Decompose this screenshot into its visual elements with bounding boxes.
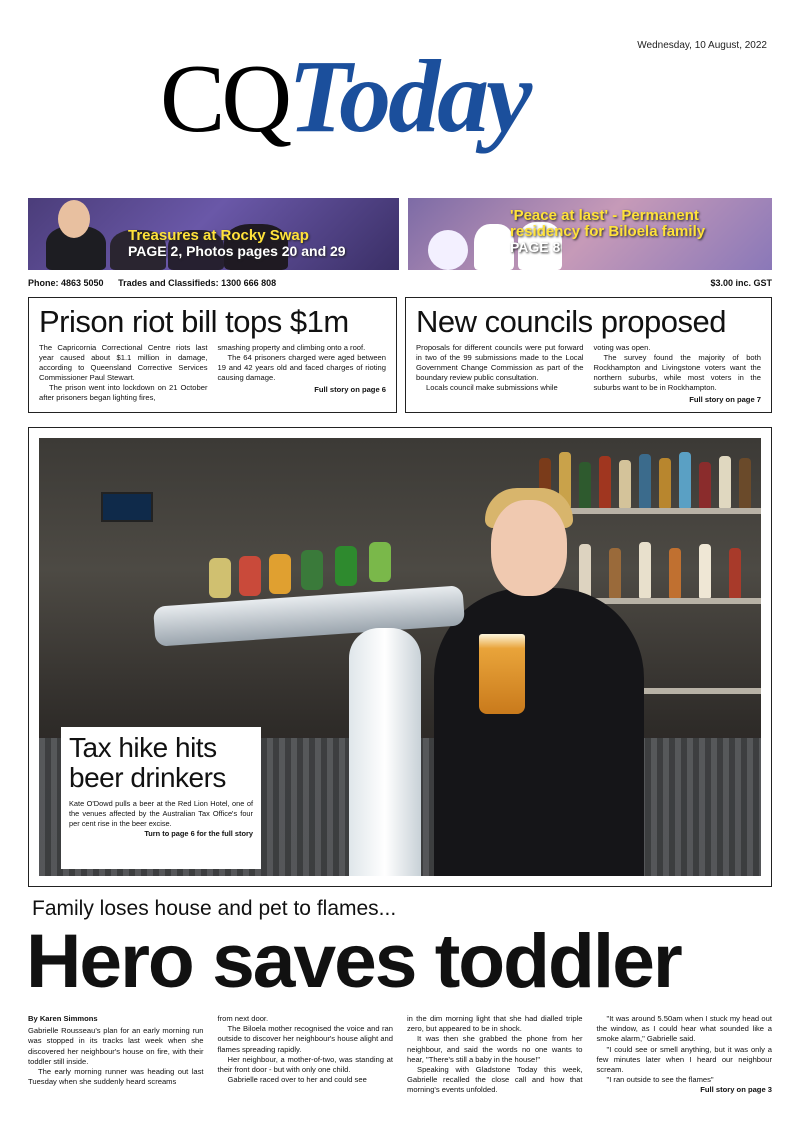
- promo-rocky-swap[interactable]: [28, 198, 399, 270]
- full-story-link[interactable]: Full story on page 3: [700, 1085, 772, 1095]
- story-paragraph: Speaking with Gladstone Today this week, Gabrielle recalled the close call and how that morning's events unfolded.: [407, 1064, 583, 1095]
- story-paragraph: The Biloela mother recognised the voice and ran outside to discover her neighbour's house alight and flames spreading rapidly.: [217, 1024, 393, 1054]
- bartender: [434, 588, 644, 876]
- story-paragraph: The Capricornia Correctional Centre riots last year caused about $1.1 million in damage, according to Queensland Corrective Services Commissioner Paul Stewart.: [39, 343, 208, 383]
- story-paragraph: Gabrielle raced over to her and could see: [227, 1075, 367, 1085]
- turn-to-page-link[interactable]: Turn to page 6 for the full story: [144, 829, 253, 839]
- story-paragraph: The early morning runner was heading out last Tuesday when she suddenly heard screams: [28, 1066, 204, 1087]
- feature-caption-box[interactable]: [61, 727, 261, 869]
- promo-headline: 'Peace at last' - Permanent residency for Biloela family: [510, 207, 706, 240]
- feature-photo-bar: [39, 438, 761, 876]
- phone-number: Phone: 4863 5050: [28, 278, 104, 288]
- masthead-logo: [160, 39, 530, 154]
- story-paragraph: Gabrielle Rousseau's plan for an early morning run was stopped in its tracks last week when she discovered her neighbour's house on fire, with their toddler still inside.: [28, 1026, 204, 1066]
- story-paragraph: Proposals for different councils were put forward in two of the 99 submissions made to the Local Government Change Commission as part of the boundary review public consultation.: [416, 343, 584, 383]
- story-paragraph: The survey found the majority of both Rockhampton and Livingstone voters want the northern suburbs, while most voters in the suburbs want to be in Rockhampton.: [593, 353, 761, 393]
- beer-glass-icon: [479, 634, 525, 714]
- story-headline: Prison riot bill tops $1m: [39, 304, 349, 339]
- story-paragraph: The prison went into lockdown on 21 October after prisoners began lighting fires,: [39, 383, 208, 403]
- story-paragraph: "I could see or smell anything, but it was only a few minutes later when I heard our neighbour scream.: [596, 1044, 772, 1074]
- story-paragraph: "It was around 5.50am when I stuck my head out the window, as I could hear what sounded like a smoke alarm," Gabrielle said.: [596, 1014, 772, 1044]
- lead-kicker: Family loses house and pet to flames...: [32, 897, 397, 920]
- story-paragraph: The 64 prisoners charged were aged between 19 and 42 years old and faced charges of rioting causing damage.: [217, 353, 386, 383]
- contact-line: [28, 278, 772, 288]
- byline: By Karen Simmons: [28, 1014, 98, 1023]
- tv-screen-icon: [101, 492, 153, 522]
- story-paragraph: smashing property and climbing onto a roof.: [217, 343, 366, 352]
- story-paragraph: It was then she grabbed the phone from her neighbour, and said the words no one wants to hear, "There's still a baby in the house!": [407, 1034, 583, 1064]
- story-prison-riot[interactable]: [28, 297, 397, 413]
- full-story-link[interactable]: Full story on page 7: [689, 395, 761, 405]
- masthead-title-cq: CQ: [160, 45, 289, 153]
- promo-headline: Treasures at Rocky Swap: [128, 227, 309, 244]
- story-headline: New councils proposed: [416, 304, 727, 339]
- lead-story-body: [28, 1014, 772, 1095]
- story-paragraph: in the dim morning light that she had dialled triple zero, but appeared to be in shock.: [407, 1014, 583, 1034]
- story-new-councils[interactable]: [405, 297, 772, 413]
- feature-headline-line2: beer drinkers: [69, 762, 226, 794]
- story-paragraph: voting was open.: [593, 343, 651, 352]
- feature-photo-frame: [28, 427, 772, 887]
- promo-subline: PAGE 8: [510, 238, 561, 255]
- promo-subline: PAGE 2, Photos pages 20 and 29: [128, 242, 346, 259]
- promo-biloela-family[interactable]: [408, 198, 772, 270]
- beer-tap-bar: [153, 585, 465, 647]
- issue-date: Wednesday, 10 August, 2022: [637, 40, 767, 51]
- lead-headline[interactable]: Hero saves toddler: [26, 919, 681, 1004]
- story-paragraph: from next door.: [217, 1014, 269, 1023]
- story-paragraph: "I ran outside to see the flames": [606, 1075, 714, 1085]
- story-paragraph: Locals council make submissions while: [426, 383, 558, 393]
- masthead-title-today: Today: [288, 39, 530, 154]
- full-story-link[interactable]: Full story on page 6: [314, 385, 386, 395]
- frosted-beer-font: [349, 628, 421, 876]
- feature-headline-line1: Tax hike hits: [69, 732, 217, 763]
- story-paragraph: Her neighbour, a mother-of-two, was standing at their front door - but with only one child.: [217, 1054, 393, 1074]
- price: $3.00 inc. GST: [710, 278, 772, 288]
- feature-caption: Kate O'Dowd pulls a beer at the Red Lion Hotel, one of the venues affected by the Australian Tax Office's four per cent rise in the beer excise.: [69, 799, 253, 829]
- classifieds-number: Trades and Classifieds: 1300 666 808: [118, 278, 277, 288]
